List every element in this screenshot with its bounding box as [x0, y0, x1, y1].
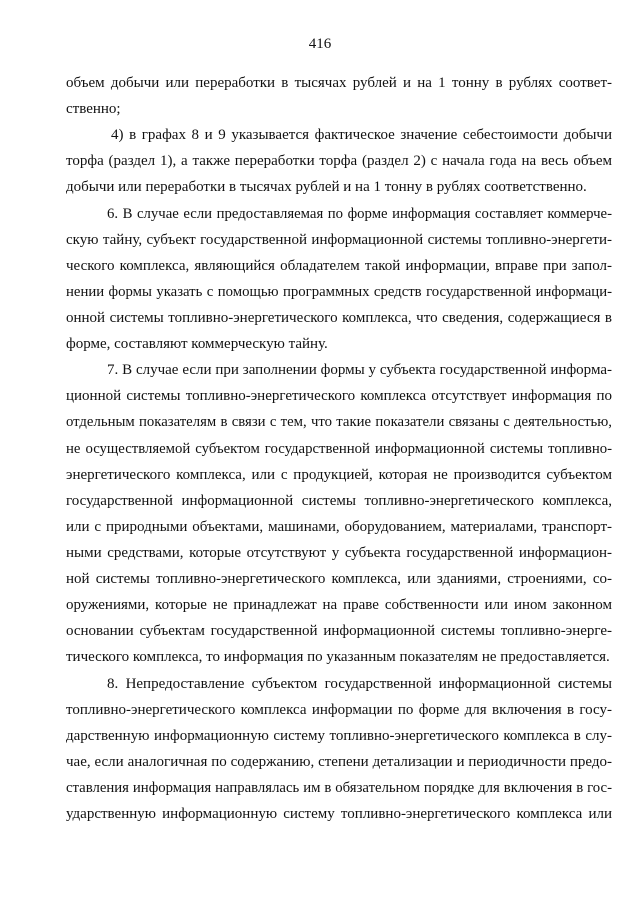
- text-line: ными средствами, которые отсутствуют у субъекта государственной информацион-: [66, 544, 612, 561]
- text-line: дарственную информационную систему топливно-энергетического комплекса в слу-: [66, 727, 612, 744]
- text-line: объем добычи или переработки в тысячах рублей и на 1 тонну в рублях соответ-: [66, 75, 612, 91]
- text-line: не осуществляемой субъектом государственной информационной системы топливно-: [66, 440, 612, 457]
- text-line: отдельным показателям в связи с тем, что такие показатели связаны с деятельностью,: [66, 414, 612, 431]
- text-line: ставления информация направлялась им в обязательном порядке для включения в гос-: [66, 779, 612, 796]
- text-line: нении формы указать с помощью программных средств государственной информаци-: [66, 283, 612, 300]
- text-line: 6. В случае если предоставляемая по форме информация составляет коммерче-: [107, 205, 612, 222]
- text-line: ударственную информационную систему топливно-энергетического комплекса или: [66, 806, 612, 823]
- page-number: 416: [308, 36, 332, 52]
- text-line: 8. Непредоставление субъектом государственной информационной системы: [107, 675, 612, 692]
- text-line: тического комплекса, то информация по указанным показателям не предоставляется.: [66, 649, 610, 666]
- text-line: 7. В случае если при заполнении формы у субъекта государственной информа-: [107, 362, 612, 379]
- text-line: оружениями, которые не принадлежат на праве собственности или ином законном: [66, 597, 612, 614]
- text-line: онной системы топливно-энергетического комплекса, что сведения, содержащиеся в: [66, 309, 612, 326]
- text-line: добычи или переработки в тысячах рублей и на 1 тонну в рублях соответственно.: [66, 179, 587, 196]
- text-line: форме, составляют коммерческую тайну.: [66, 336, 328, 353]
- text-line: чае, если аналогичная по содержанию, степени детализации и периодичности предо-: [66, 753, 612, 770]
- text-line: 4) в графах 8 и 9 указывается фактическое значение себестоимости добычи: [111, 127, 612, 144]
- text-line: ственно;: [66, 101, 121, 118]
- text-line: торфа (раздел 1), а также переработки торфа (раздел 2) с начала года на весь объем: [66, 153, 612, 170]
- text-line: ческого комплекса, являющийся обладателем такой информации, вправе при запол-: [66, 257, 612, 274]
- document-body: [66, 70, 612, 827]
- text-line: ционной системы топливно-энергетического комплекса отсутствует информация по: [66, 388, 612, 405]
- text-line: или с природными объектами, машинами, оборудованием, материалами, транспорт-: [66, 518, 612, 535]
- text-line: основании субъектам государственной информационной системы топливно-энерге-: [66, 623, 612, 640]
- text-line: государственной информационной системы топливно-энергетического комплекса,: [66, 492, 612, 509]
- text-line: энергетического комплекса, или с продукцией, которая не производится субъектом: [66, 466, 612, 483]
- text-line: топливно-энергетического комплекса информации по форме для включения в госу-: [66, 701, 612, 718]
- text-line: скую тайну, субъект государственной информационной системы топливно-энергети-: [66, 231, 612, 248]
- text-line: ной системы топливно-энергетического комплекса, или зданиями, строениями, со-: [66, 571, 612, 588]
